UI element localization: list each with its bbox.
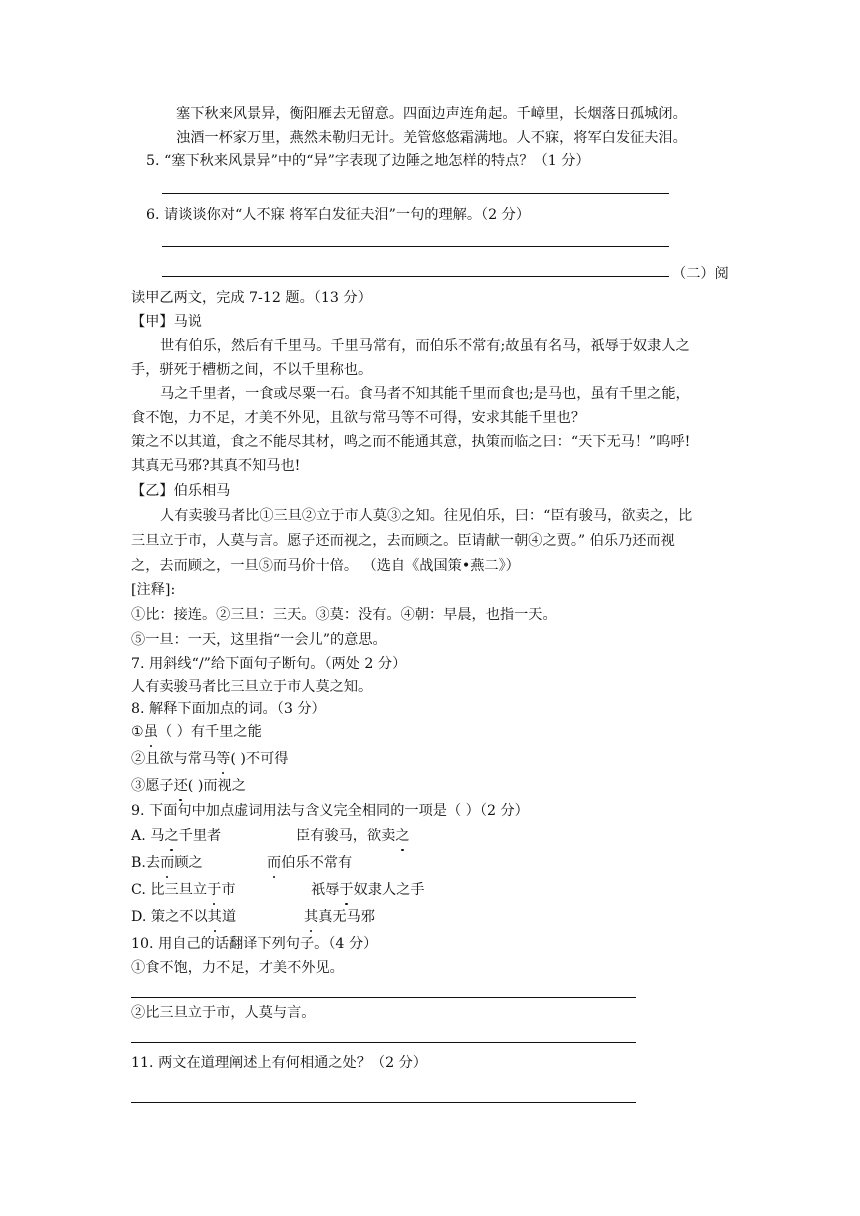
option-d-right: [304, 907, 375, 927]
phrase-suffix: 顾之: [174, 855, 203, 871]
phrase-prefix: ②且欲与常马: [131, 751, 217, 767]
option-d-left: [131, 907, 236, 927]
section-2-intro: 读甲乙两文，完成 7-12 题。（13 分）: [131, 290, 372, 306]
jia-paragraph-1a: 世有伯乐，然后有千里马。千里马常有，而伯乐不常有;故虽有名马，祇辱于奴隶人之: [160, 338, 690, 354]
answer-line-q6-1[interactable]: [162, 246, 669, 247]
phrase-suffix: 真无马邪: [318, 909, 375, 925]
dotted-word: 于: [339, 882, 354, 898]
notes-line-2: ⑤一旦：一天，这里指“一会儿”的意思。: [131, 632, 387, 648]
question-11: 11. 两文在道理阐述上有何相通之处？（2 分）: [131, 1055, 427, 1071]
blank-and-phrase: ( )而视之: [187, 778, 246, 794]
blank-and-phrase: ( )不可得: [230, 751, 289, 767]
notes-heading: [注释]:: [131, 582, 176, 598]
section-2-label: （二）阅: [672, 266, 729, 282]
jia-paragraph-1b: 手，骈死于槽枥之间，不以千里称也。: [131, 362, 373, 378]
question-10: 10. 用自己的话翻译下列句子。（4 分）: [131, 936, 378, 952]
question-6: 6. 请谈谈你对“人不寐 将军白发征夫泪”一句的理解。（2 分）: [146, 207, 531, 223]
question-7: 7. 用斜线“/”给下面句子断句。（两处 2 分）: [131, 656, 407, 672]
dotted-word: 其: [207, 909, 222, 925]
phrase-suffix: 千里者: [178, 828, 222, 844]
yi-paragraph-1c: 之，去而顾之，一旦⑤而马价十倍。 （选自《战国策•燕二》）: [131, 558, 520, 574]
dotted-word: 虽: [143, 724, 158, 740]
jia-paragraph-2b: 食不饱，力不足，才美不外见，且欲与常马等不可得，安求其能千里也？: [131, 410, 586, 426]
option-c-left: [131, 880, 236, 900]
dotted-word: 之: [164, 828, 179, 844]
phrase-prefix: ③愿子: [131, 778, 174, 794]
question-8-item-3: [131, 776, 246, 796]
question-5: 5. “塞下秋来风景异”中的“异”字表现了边陲之地怎样的特点？（1 分）: [146, 153, 590, 169]
answer-line-q10-1[interactable]: [131, 997, 636, 998]
question-9: 9. 下面句中加点虚词用法与含义完全相同的一项是（ ）（2 分）: [131, 803, 529, 819]
item-number: ①: [131, 724, 144, 740]
phrase-prefix: 臣有骏马，欲卖: [296, 828, 396, 844]
question-10-sentence-2: ②比三旦立于市，人莫与言。: [131, 1005, 316, 1021]
yi-title: 【乙】伯乐相马: [131, 483, 231, 499]
jia-paragraph-3a: 策之不以其道，食之不能尽其材，鸣之而不能通其意，执策而临之曰：“天下无马！”呜呼!: [131, 434, 691, 450]
option-b-right: [267, 853, 352, 873]
option-c-right: [311, 880, 425, 900]
question-8: 8. 解释下面加点的词。（3 分）: [131, 701, 326, 717]
blank-and-phrase: （ ）有千里之能: [157, 724, 262, 740]
poem-line-2: 浊酒一杯家万里，燕然未勒归无计。羌管悠悠霜满地。人不寐，将军白发征夫泪。: [176, 130, 687, 146]
question-8-item-1: [131, 722, 262, 742]
jia-paragraph-2a: 马之千里者，一食或尽粟一石。食马者不知其能千里而食也;是马也，虽有千里之能，: [160, 386, 690, 402]
question-8-item-2: [131, 749, 289, 769]
jia-title: 【甲】马说: [131, 314, 202, 330]
dotted-word: 之: [395, 828, 410, 844]
question-7-sentence: 人有卖骏马者比三旦立于市人莫之知。: [131, 679, 373, 695]
phrase-prefix: 祇辱: [311, 882, 340, 898]
yi-paragraph-1a: 人有卖骏马者比①三旦②立于市人莫③之知。往见伯乐，曰：“臣有骏马，欲卖之，比: [160, 508, 693, 524]
dotted-word: 于: [207, 882, 222, 898]
answer-line-q10-2[interactable]: [131, 1042, 636, 1043]
phrase-suffix: 市: [221, 882, 236, 898]
phrase-prefix: C. 比三旦立: [131, 882, 208, 898]
poem-line-1: 塞下秋来风景异，衡阳雁去无留意。四面边声连角起。千嶂里，长烟落日孤城闭。: [176, 106, 687, 122]
dotted-word: 等: [216, 751, 231, 767]
phrase-prefix: A. 马: [131, 828, 165, 844]
phrase-prefix: D. 策之不以: [131, 909, 208, 925]
notes-line-1: ①比：接连。②三旦：三天。③莫：没有。④朝：早晨，也指一天。: [131, 607, 557, 623]
dotted-word: 而: [160, 855, 175, 871]
phrase-suffix: 伯乐不常有: [281, 855, 353, 871]
dotted-word: 还: [173, 778, 188, 794]
question-10-sentence-1: ①食不饱，力不足，才美不外见。: [131, 960, 344, 976]
phrase-suffix: 奴隶人之手: [353, 882, 425, 898]
option-a-right: [296, 826, 410, 846]
yi-paragraph-1b: 三旦立于市，人莫与言。愿子还而视之，去而顾之。臣请献一朝④之贾。” 伯乐乃还而视: [131, 533, 675, 549]
answer-line-q11[interactable]: [131, 1102, 636, 1103]
answer-line-q5[interactable]: [162, 193, 669, 194]
answer-line-q6-2[interactable]: [162, 276, 669, 277]
phrase-suffix: 道: [221, 909, 237, 925]
option-b-left: [131, 853, 203, 873]
dotted-word: 其: [304, 909, 319, 925]
option-a-left: [131, 826, 221, 846]
jia-paragraph-3b: 其真无马邪?其真不知马也!: [131, 458, 301, 474]
dotted-word: 而: [267, 855, 282, 871]
phrase-prefix: B.去: [131, 855, 161, 871]
